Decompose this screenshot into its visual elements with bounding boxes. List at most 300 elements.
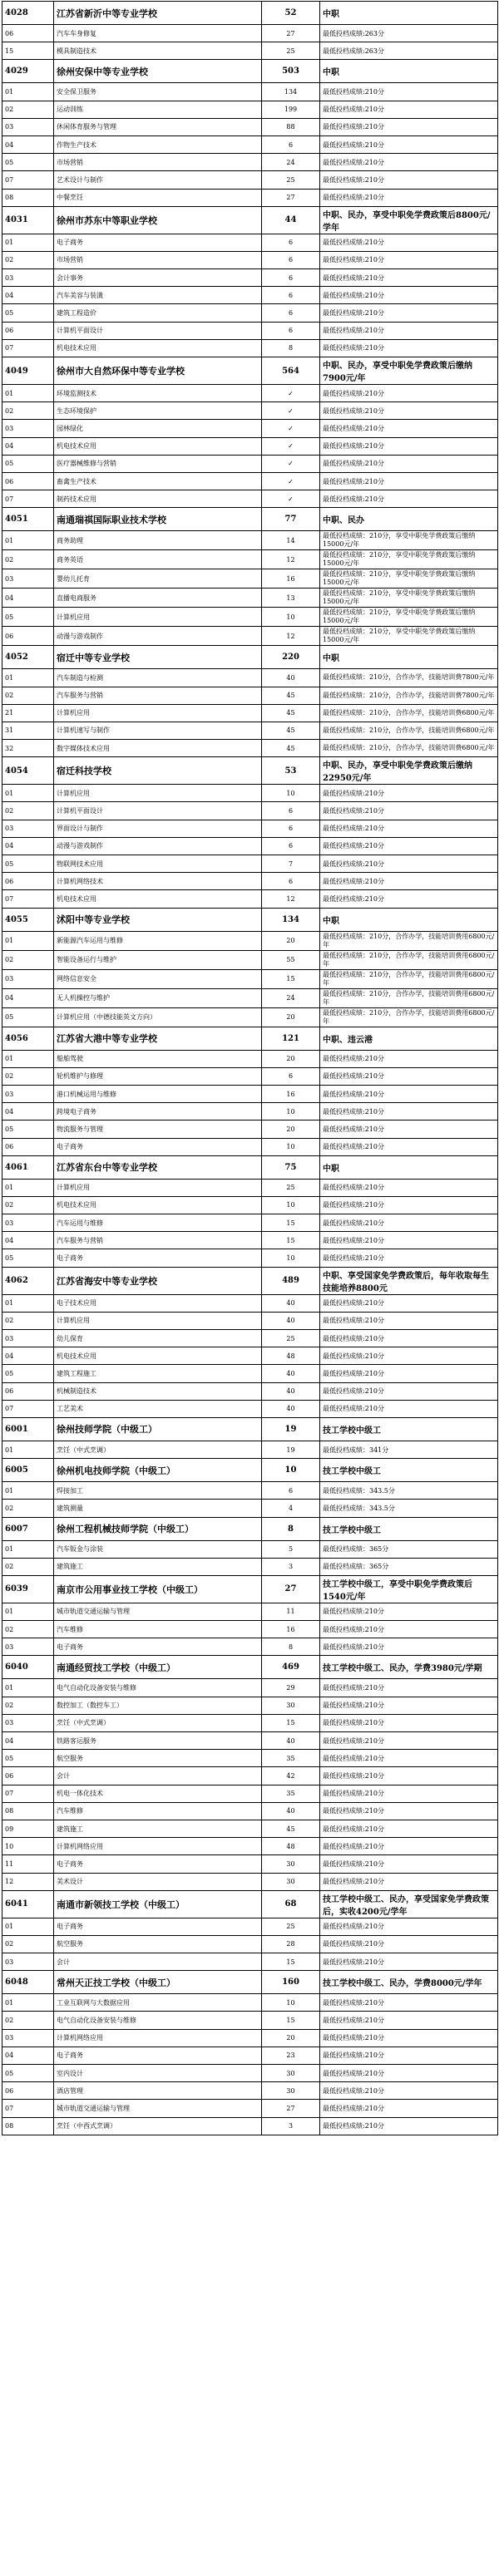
major-name-cell: 数字媒体技术应用 xyxy=(54,740,262,757)
school-code-cell: 6040 xyxy=(2,1656,54,1679)
school-note-cell: 技工学校中级工 xyxy=(320,1517,498,1540)
major-row xyxy=(2,25,498,42)
school-name-cell: 徐州工程机械技师学院（中级工） xyxy=(54,1517,262,1540)
major-code-cell: 02 xyxy=(2,1196,54,1214)
major-note-cell: 最低投档成绩:210分 xyxy=(320,287,498,304)
major-name-cell: 电气自动化设备安装与维修 xyxy=(54,2012,262,2029)
school-name-cell: 徐州技师学院（中级工） xyxy=(54,1417,262,1441)
major-note-cell: 最低投档成绩:210分 xyxy=(320,785,498,802)
major-count-cell: 40 xyxy=(262,1365,320,1382)
major-name-cell: 机电技术应用 xyxy=(54,339,262,357)
school-code-cell: 4062 xyxy=(2,1267,54,1294)
school-note-cell: 中职、享受国家免学费政策后，每年收取每生技能培养8800元 xyxy=(320,1267,498,1294)
major-row xyxy=(2,472,498,490)
major-name-cell: 智能设备运行与维护 xyxy=(54,950,262,969)
major-note-cell: 最低投档成绩:210分 xyxy=(320,322,498,339)
major-code-cell: 01 xyxy=(2,83,54,101)
major-row xyxy=(2,1312,498,1329)
major-name-cell: 美术设计 xyxy=(54,1873,262,1890)
major-note-cell: 最低投档成绩：210分，合作办学，技能培训费用6800元/年 xyxy=(320,969,498,988)
major-row xyxy=(2,42,498,60)
admission-table xyxy=(2,1,498,2135)
major-count-cell: 28 xyxy=(262,1935,320,1953)
major-note-cell: 最低投档成绩：210分，享受中职免学费政策后缴纳15000元/年 xyxy=(320,531,498,550)
major-code-cell: 02 xyxy=(2,2012,54,2029)
school-name-cell: 江苏省大港中等专业学校 xyxy=(54,1027,262,1050)
school-count-cell: 121 xyxy=(262,1027,320,1050)
major-name-cell: 会计事务 xyxy=(54,269,262,287)
major-code-cell: 06 xyxy=(2,2082,54,2100)
major-name-cell: 模具制造技术 xyxy=(54,42,262,60)
major-count-cell: 20 xyxy=(262,2029,320,2047)
major-code-cell: 04 xyxy=(2,287,54,304)
major-name-cell: 工业互联网与大数据应用 xyxy=(54,1994,262,2012)
major-name-cell: 电气自动化设备安装与维修 xyxy=(54,1679,262,1697)
major-row xyxy=(2,322,498,339)
major-note-cell: 最低投档成绩:210分 xyxy=(320,837,498,855)
major-count-cell: ✓ xyxy=(262,455,320,472)
major-row xyxy=(2,1732,498,1750)
major-count-cell: 12 xyxy=(262,890,320,908)
major-note-cell: 最低投档成绩:210分 xyxy=(320,189,498,206)
major-count-cell: 10 xyxy=(262,608,320,627)
school-note-cell: 中职、违云港 xyxy=(320,1027,498,1050)
major-code-cell: 09 xyxy=(2,1820,54,1837)
major-note-cell: 最低投档成绩:210分 xyxy=(320,1855,498,1873)
major-code-cell: 04 xyxy=(2,1232,54,1249)
major-note-cell: 最低投档成绩:210分 xyxy=(320,118,498,135)
major-code-cell: 05 xyxy=(2,608,54,627)
major-count-cell: 48 xyxy=(262,1838,320,1855)
school-name-cell: 江苏省新沂中等专业学校 xyxy=(54,2,262,25)
major-note-cell: 最低投档成绩:210分 xyxy=(320,890,498,908)
major-count-cell: 6 xyxy=(262,322,320,339)
major-note-cell: 最低投档成绩:210分 xyxy=(320,1330,498,1347)
major-name-cell: 酒店管理 xyxy=(54,2082,262,2100)
major-count-cell: 11 xyxy=(262,1603,320,1620)
major-code-cell: 12 xyxy=(2,1873,54,1890)
major-note-cell: 最低投档成绩:210分 xyxy=(320,2082,498,2100)
major-count-cell: 35 xyxy=(262,1750,320,1767)
major-row xyxy=(2,589,498,608)
major-count-cell: 20 xyxy=(262,1121,320,1138)
major-code-cell: 03 xyxy=(2,1638,54,1656)
major-name-cell: 动漫与游戏制作 xyxy=(54,837,262,855)
major-count-cell: 27 xyxy=(262,25,320,42)
major-note-cell: 最低投档成绩:210分 xyxy=(320,1294,498,1312)
major-note-cell: 最低投档成绩：210分，享受中职免学费政策后缴纳15000元/年 xyxy=(320,608,498,627)
major-code-cell: 05 xyxy=(2,855,54,873)
school-row xyxy=(2,1890,498,1918)
major-name-cell: 计算机应用（中德技能英文方向） xyxy=(54,1007,262,1027)
major-row xyxy=(2,1441,498,1458)
major-name-cell: 船舶驾驶 xyxy=(54,1050,262,1067)
major-name-cell: 建筑工程施工 xyxy=(54,1365,262,1382)
major-code-cell: 06 xyxy=(2,25,54,42)
school-row xyxy=(2,646,498,669)
major-name-cell: 焊接加工 xyxy=(54,1482,262,1500)
major-note-cell: 最低投档成绩:210分 xyxy=(320,1214,498,1232)
major-row xyxy=(2,2029,498,2047)
major-name-cell: 航空服务 xyxy=(54,1750,262,1767)
school-code-cell: 4029 xyxy=(2,60,54,83)
major-name-cell: 界面设计与制作 xyxy=(54,820,262,837)
major-name-cell: 计算机速写与制作 xyxy=(54,722,262,739)
major-count-cell: 30 xyxy=(262,1697,320,1714)
major-count-cell: 7 xyxy=(262,855,320,873)
major-name-cell: 新能源汽车运用与维修 xyxy=(54,931,262,950)
major-code-cell: 02 xyxy=(2,802,54,820)
school-row xyxy=(2,1971,498,1994)
major-code-cell: 01 xyxy=(2,1994,54,2012)
major-note-cell: 最低投档成绩:210分 xyxy=(320,1750,498,1767)
major-count-cell: 27 xyxy=(262,189,320,206)
major-name-cell: 汽车服务与营销 xyxy=(54,687,262,704)
major-code-cell: 07 xyxy=(2,890,54,908)
major-count-cell: 10 xyxy=(262,1994,320,2012)
major-name-cell: 计算机应用 xyxy=(54,608,262,627)
major-note-cell: 最低投档成绩:210分 xyxy=(320,1196,498,1214)
major-note-cell: 最低投档成绩:210分 xyxy=(320,2047,498,2064)
major-count-cell: 10 xyxy=(262,1138,320,1155)
major-name-cell: 汽车维修 xyxy=(54,1621,262,1638)
major-code-cell: 31 xyxy=(2,722,54,739)
major-code-cell: 07 xyxy=(2,1400,54,1417)
major-note-cell: 最低投档成绩:210分 xyxy=(320,1785,498,1802)
major-code-cell: 03 xyxy=(2,569,54,589)
major-note-cell: 最低投档成绩:210分 xyxy=(320,2117,498,2135)
major-note-cell: 最低投档成绩:210分 xyxy=(320,1621,498,1638)
major-name-cell: 电子商务 xyxy=(54,234,262,251)
major-name-cell: 计算机应用 xyxy=(54,1179,262,1196)
major-count-cell: 10 xyxy=(262,1196,320,1214)
major-name-cell: 安全保卫服务 xyxy=(54,83,262,101)
major-code-cell: 01 xyxy=(2,1050,54,1067)
school-note-cell: 技工学校中级工，享受中职免学费政策后1540元/年 xyxy=(320,1575,498,1603)
major-count-cell: 25 xyxy=(262,42,320,60)
major-row xyxy=(2,234,498,251)
major-code-cell: 08 xyxy=(2,1802,54,1820)
major-row xyxy=(2,490,498,508)
major-count-cell: 3 xyxy=(262,2117,320,2135)
major-code-cell: 06 xyxy=(2,1382,54,1400)
major-code-cell: 06 xyxy=(2,627,54,646)
major-count-cell: 23 xyxy=(262,2047,320,2064)
school-count-cell: 52 xyxy=(262,2,320,25)
major-row xyxy=(2,1103,498,1121)
major-name-cell: 汽车车身修复 xyxy=(54,25,262,42)
major-code-cell: 01 xyxy=(2,1179,54,1196)
major-code-cell: 02 xyxy=(2,550,54,569)
school-note-cell: 中职、民办，享受中职免学费政策后8800元/学年 xyxy=(320,206,498,234)
major-note-cell: 最低投档成绩:210分 xyxy=(320,1802,498,1820)
major-count-cell: 30 xyxy=(262,2082,320,2100)
major-code-cell: 21 xyxy=(2,704,54,722)
major-name-cell: 城市轨道交通运输与管理 xyxy=(54,1603,262,1620)
admission-table-body xyxy=(2,2,498,2135)
major-code-cell: 04 xyxy=(2,2047,54,2064)
major-code-cell: 02 xyxy=(2,1697,54,1714)
major-code-cell: 04 xyxy=(2,135,54,153)
major-note-cell: 最低投档成绩:210分 xyxy=(320,472,498,490)
major-note-cell: 最低投档成绩：343.5分 xyxy=(320,1482,498,1500)
major-row xyxy=(2,171,498,189)
major-row xyxy=(2,704,498,722)
school-count-cell: 77 xyxy=(262,508,320,531)
major-count-cell: 30 xyxy=(262,1873,320,1890)
major-code-cell: 04 xyxy=(2,589,54,608)
major-note-cell: 最低投档成绩:210分 xyxy=(320,455,498,472)
school-row xyxy=(2,357,498,385)
major-count-cell: 45 xyxy=(262,722,320,739)
major-row xyxy=(2,287,498,304)
major-code-cell: 06 xyxy=(2,1767,54,1785)
major-name-cell: 市场营销 xyxy=(54,154,262,171)
major-note-cell: 最低投档成绩：210分，合作办学，技能培训费6800元/年 xyxy=(320,722,498,739)
school-name-cell: 徐州安保中等专业学校 xyxy=(54,60,262,83)
major-row xyxy=(2,1482,498,1500)
major-note-cell: 最低投档成绩:210分 xyxy=(320,339,498,357)
major-row xyxy=(2,855,498,873)
major-row xyxy=(2,890,498,908)
major-count-cell: ✓ xyxy=(262,490,320,508)
school-code-cell: 6007 xyxy=(2,1517,54,1540)
major-code-cell: 04 xyxy=(2,437,54,455)
major-row xyxy=(2,1347,498,1365)
major-note-cell: 最低投档成绩：210分，合作办学，技能培训费用6800元/年 xyxy=(320,1007,498,1027)
major-row xyxy=(2,135,498,153)
school-code-cell: 4061 xyxy=(2,1155,54,1179)
major-row xyxy=(2,1820,498,1837)
major-code-cell: 01 xyxy=(2,1441,54,1458)
major-count-cell: 6 xyxy=(262,1067,320,1085)
major-row xyxy=(2,740,498,757)
major-row xyxy=(2,437,498,455)
school-row xyxy=(2,1517,498,1540)
major-row xyxy=(2,189,498,206)
major-count-cell: ✓ xyxy=(262,472,320,490)
major-name-cell: 汽车运用与维修 xyxy=(54,1214,262,1232)
major-name-cell: 环境监测技术 xyxy=(54,385,262,402)
major-count-cell: 15 xyxy=(262,1714,320,1731)
major-row xyxy=(2,101,498,118)
major-name-cell: 计算机网络应用 xyxy=(54,2029,262,2047)
major-note-cell: 最低投档成绩:210分 xyxy=(320,1179,498,1196)
school-row xyxy=(2,1575,498,1603)
major-code-cell: 02 xyxy=(2,1067,54,1085)
major-code-cell: 01 xyxy=(2,931,54,950)
major-code-cell: 07 xyxy=(2,171,54,189)
major-count-cell: 30 xyxy=(262,1855,320,1873)
major-note-cell: 最低投档成绩:210分 xyxy=(320,1697,498,1714)
major-note-cell: 最低投档成绩:210分 xyxy=(320,1400,498,1417)
major-name-cell: 汽车制造与检测 xyxy=(54,669,262,687)
major-note-cell: 最低投档成绩:210分 xyxy=(320,802,498,820)
major-note-cell: 最低投档成绩:210分 xyxy=(320,304,498,322)
major-name-cell: 计算机应用 xyxy=(54,785,262,802)
major-count-cell: 25 xyxy=(262,171,320,189)
major-name-cell: 建筑施工 xyxy=(54,1820,262,1837)
school-count-cell: 160 xyxy=(262,1971,320,1994)
school-count-cell: 44 xyxy=(262,206,320,234)
major-note-cell: 最低投档成绩：210分，合作办学，技能培训费7800元/年 xyxy=(320,687,498,704)
major-count-cell: 24 xyxy=(262,154,320,171)
major-count-cell: 15 xyxy=(262,2012,320,2029)
major-count-cell: 45 xyxy=(262,704,320,722)
major-row xyxy=(2,83,498,101)
major-name-cell: 电子商务 xyxy=(54,2047,262,2064)
major-note-cell: 最低投档成绩:210分 xyxy=(320,1838,498,1855)
major-row xyxy=(2,608,498,627)
major-name-cell: 汽车美容与装潢 xyxy=(54,287,262,304)
school-name-cell: 江苏省东台中等专业学校 xyxy=(54,1155,262,1179)
school-note-cell: 中职、民办，享受中职免学费政策后缴纳7900元/年 xyxy=(320,357,498,385)
school-note-cell: 技工学校中级工、民办，学费8000元/学年 xyxy=(320,1971,498,1994)
major-note-cell: 最低投档成绩:210分 xyxy=(320,1232,498,1249)
major-code-cell: 32 xyxy=(2,740,54,757)
major-note-cell: 最低投档成绩:210分 xyxy=(320,251,498,268)
major-code-cell: 05 xyxy=(2,304,54,322)
major-note-cell: 最低投档成绩：210分，享受中职免学费政策后缴纳15000元/年 xyxy=(320,589,498,608)
major-count-cell: 10 xyxy=(262,1249,320,1267)
major-row xyxy=(2,385,498,402)
major-name-cell: 机械制造技术 xyxy=(54,1382,262,1400)
major-row xyxy=(2,1558,498,1575)
major-row xyxy=(2,251,498,268)
major-note-cell: 最低投档成绩:210分 xyxy=(320,2100,498,2117)
major-count-cell: 6 xyxy=(262,1482,320,1500)
school-count-cell: 220 xyxy=(262,646,320,669)
major-code-cell: 01 xyxy=(2,234,54,251)
major-code-cell: 03 xyxy=(2,1330,54,1347)
major-name-cell: 机电技术应用 xyxy=(54,437,262,455)
major-row xyxy=(2,2082,498,2100)
major-count-cell: 29 xyxy=(262,1679,320,1697)
school-count-cell: 27 xyxy=(262,1575,320,1603)
major-row xyxy=(2,1785,498,1802)
major-row xyxy=(2,988,498,1007)
major-row xyxy=(2,269,498,287)
major-count-cell: 45 xyxy=(262,740,320,757)
major-count-cell: 19 xyxy=(262,1441,320,1458)
major-row xyxy=(2,2117,498,2135)
major-note-cell: 最低投档成绩:210分 xyxy=(320,1918,498,1935)
major-row xyxy=(2,837,498,855)
major-code-cell: 02 xyxy=(2,402,54,420)
major-note-cell: 最低投档成绩:210分 xyxy=(320,402,498,420)
major-name-cell: 航空服务 xyxy=(54,1935,262,1953)
major-row xyxy=(2,1918,498,1935)
school-row xyxy=(2,1155,498,1179)
major-code-cell: 01 xyxy=(2,1679,54,1697)
major-count-cell: 6 xyxy=(262,304,320,322)
major-row xyxy=(2,802,498,820)
major-code-cell: 04 xyxy=(2,988,54,1007)
major-note-cell: 最低投档成绩:210分 xyxy=(320,1050,498,1067)
major-note-cell: 最低投档成绩:210分 xyxy=(320,1820,498,1837)
major-name-cell: 计算机网络技术 xyxy=(54,873,262,890)
school-code-cell: 6041 xyxy=(2,1890,54,1918)
school-count-cell: 564 xyxy=(262,357,320,385)
major-note-cell: 最低投档成绩:210分 xyxy=(320,1638,498,1656)
major-row xyxy=(2,1838,498,1855)
school-name-cell: 徐州市苏东中等职业学校 xyxy=(54,206,262,234)
major-note-cell: 最低投档成绩:210分 xyxy=(320,490,498,508)
major-count-cell: 10 xyxy=(262,785,320,802)
major-row xyxy=(2,339,498,357)
major-code-cell: 01 xyxy=(2,669,54,687)
major-note-cell: 最低投档成绩：343.5分 xyxy=(320,1500,498,1517)
major-row xyxy=(2,1138,498,1155)
major-count-cell: ✓ xyxy=(262,420,320,437)
major-note-cell: 最低投档成绩:210分 xyxy=(320,154,498,171)
major-row xyxy=(2,950,498,969)
major-row xyxy=(2,2012,498,2029)
school-note-cell: 中职 xyxy=(320,908,498,931)
school-count-cell: 68 xyxy=(262,1890,320,1918)
major-note-cell: 最低投档成绩:210分 xyxy=(320,1994,498,2012)
school-name-cell: 徐州机电技师学院（中级工） xyxy=(54,1459,262,1482)
major-count-cell: 27 xyxy=(262,2100,320,2117)
major-name-cell: 物联网技术应用 xyxy=(54,855,262,873)
school-code-cell: 4055 xyxy=(2,908,54,931)
major-row xyxy=(2,154,498,171)
school-count-cell: 469 xyxy=(262,1656,320,1679)
school-note-cell: 技工学校中级工、民办，享受国家免学费政策后，实收4200元/学年 xyxy=(320,1890,498,1918)
major-code-cell: 02 xyxy=(2,1558,54,1575)
major-name-cell: 无人机操控与维护 xyxy=(54,988,262,1007)
major-note-cell: 最低投档成绩:210分 xyxy=(320,135,498,153)
major-name-cell: 电子商务 xyxy=(54,1918,262,1935)
school-name-cell: 南京市公用事业技工学校（中级工） xyxy=(54,1575,262,1603)
major-row xyxy=(2,969,498,988)
school-code-cell: 4051 xyxy=(2,508,54,531)
major-note-cell: 最低投档成绩:210分 xyxy=(320,1365,498,1382)
major-count-cell: 35 xyxy=(262,1785,320,1802)
major-code-cell: 02 xyxy=(2,687,54,704)
major-name-cell: 机电技术应用 xyxy=(54,1347,262,1365)
major-row xyxy=(2,1935,498,1953)
school-name-cell: 南通市新领技工学校（中级工） xyxy=(54,1890,262,1918)
major-count-cell: 6 xyxy=(262,287,320,304)
school-count-cell: 75 xyxy=(262,1155,320,1179)
major-row xyxy=(2,1540,498,1558)
major-code-cell: 10 xyxy=(2,1838,54,1855)
major-row xyxy=(2,1767,498,1785)
major-count-cell: 8 xyxy=(262,1638,320,1656)
major-name-cell: 汽车钣金与涂装 xyxy=(54,1540,262,1558)
school-count-cell: 10 xyxy=(262,1459,320,1482)
major-name-cell: 机电一体化技术 xyxy=(54,1785,262,1802)
major-count-cell: 30 xyxy=(262,2065,320,2082)
major-name-cell: 生态环境保护 xyxy=(54,402,262,420)
school-note-cell: 中职 xyxy=(320,2,498,25)
school-note-cell: 中职 xyxy=(320,60,498,83)
major-note-cell: 最低投档成绩:210分 xyxy=(320,1249,498,1267)
major-count-cell: 45 xyxy=(262,687,320,704)
school-code-cell: 4049 xyxy=(2,357,54,385)
major-code-cell: 03 xyxy=(2,1953,54,1971)
major-row xyxy=(2,1994,498,2012)
major-name-cell: 港口机械运用与维修 xyxy=(54,1085,262,1102)
major-row xyxy=(2,1249,498,1267)
major-row xyxy=(2,531,498,550)
major-code-cell: 02 xyxy=(2,1935,54,1953)
major-count-cell: 55 xyxy=(262,950,320,969)
major-name-cell: 婴幼儿托育 xyxy=(54,569,262,589)
school-row xyxy=(2,2,498,25)
major-count-cell: 40 xyxy=(262,669,320,687)
